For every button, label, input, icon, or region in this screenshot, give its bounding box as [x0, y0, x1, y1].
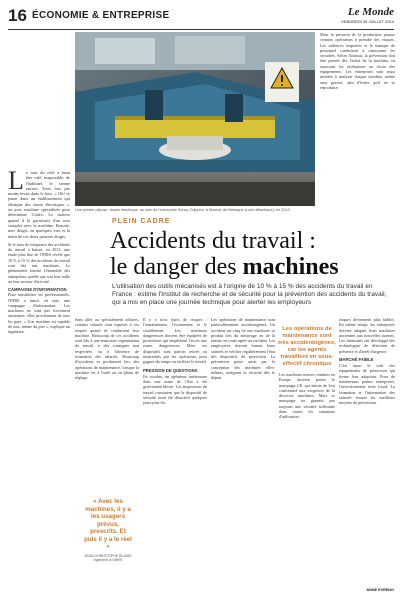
section-rubric: ÉCONOMIE & ENTREPRISE: [32, 10, 170, 21]
subhead-pression: PRESSION DE QUESTIONS: [143, 367, 198, 373]
headline-line-2: le danger des: [110, 254, 243, 280]
page-header: [8, 6, 394, 30]
pull-quote-1-text: « Avec les machines, il y a les usagers prévus, prescrits. Et puis il y a le réel »: [84, 498, 132, 550]
pull-quote-1: [84, 498, 132, 562]
standfirst: L'utilisation des outils mécanisés est à l'origine de 10 % à 15 % des accidents du travail en France : estime l'Institut de recherche et de sécurité pour la prévention des accidents du travail, qui a mis en place une journée technique pour alerter les employeurs: [112, 283, 387, 307]
column-1-text-2: Pour sensibiliser les professionnels, l'INRS a lancé, en mai, une campagne d'information. Les machines ne sont pas forcément anciennes, elles proviennent de tous les pays. « Une machine est capable de tout, même du pire », explique un ingénieur.: [8, 292, 70, 335]
pull-quote-2: Les opérations de maintenance sont très accidentogènes, car les agents travaillent en sous-effectif chronique: [278, 326, 336, 367]
subhead-campagne: CAMPAGNE D'INFORMATION: [8, 287, 67, 293]
author-signature: ANNE EVEENO: [366, 588, 394, 592]
column-3-text: Il y a trois types de risques : l'entraînement, l'écrasement et le cisaillement. Les machines dangereuses doivent être équipées de protecteurs qui empêchent l'accès aux zones dangereuses. Mais ces dispositifs sont parfois retirés ou neutralisés par les opérateurs pour gagner du temps ou faciliter le travail.: [143, 317, 207, 365]
column-6: [339, 317, 395, 408]
drop-cap: L: [8, 170, 24, 195]
column-1: [8, 170, 70, 338]
article-photo: [75, 32, 315, 206]
column-1-text: Si le taux de fréquence des accidents du travail a baissé, en 2013, une étude plus fine de l'INRS révèle que 10 % à 15 % des accidents de travail sont liés aux machines. Le phénomène touche l'ensemble des entreprises, quelle que soit leur taille ou leur secteur d'activité.: [8, 241, 70, 284]
column-4: [211, 317, 275, 384]
photo-caption: Une presse plieuse, dopée électrique, au sein de l'entreprise Schey-Tolippiot, à Montoir-de-Bretagne (Loire-Atlantique), en 2013.: [75, 208, 291, 212]
headline-line-1: Accidents du travail :: [110, 228, 316, 254]
headline-bold-word: machines: [242, 254, 339, 280]
column-4-text: Les opérations de maintenance sont particulièrement accidentogènes. Un accident sur cinq lié aux machines se produit lors du nettoyage ou de la remise en route après un incident. Les employeurs doivent former leurs salariés et vérifier régulièrement l'état des dispositifs de protection. La prévention passe aussi par la conception des machines elles-mêmes, intégrant la sécurité dès le départ.: [211, 317, 275, 381]
column-5: [279, 372, 335, 423]
column-3-text-2: En octobre, un opérateur intérimaire dans une usine de l'Ain a été grièvement blessé. Les inspecteurs du travail constatent que le dispositif de sécurité avait été désactivé quelques jours plus tôt.: [143, 373, 207, 406]
subhead-marche: MARCHÉ FAIBLE: [339, 357, 374, 363]
column-5-text: Les machines neuves vendues en Europe doivent porter le marquage CE, qui atteste de leur conformité aux exigences de la directive machines. Mais ce marquage ne garantit pas toujours une sécurité suffisante dans toutes les situations d'utilisation.: [279, 372, 335, 420]
column-2: [75, 317, 139, 384]
pull-quote-1-author: JEAN-CHRISTOPHE BLAISE ingénieur à l'INRS: [84, 553, 132, 562]
headline: [110, 228, 390, 280]
intro-text: e tour du côté a beau être calé, impossible, de l'habituel, le sienne encore. Trois fois par moins levait dans le bois. « Oh! ce jeune dans un établissement qui fabrique des stores électriques », on avec machine spécialisée pour déterminer l'ordre. Le moteur quand il la garnissait d'un tour complet avec la machine. Ensuite, mes doigts, en quelques vies et la main de ces deux pauvres doigts.: [8, 170, 70, 239]
column-6-text: risques deviennent plus faibles. En même temps, les entreprises doivent adapter leurs machines anciennes aux nouvelles normes. Les fabricants ont développé des technologies de détection de présence et d'arrêt d'urgence.: [339, 317, 395, 354]
masthead: [341, 6, 394, 24]
right-column: Mais la pression de la production pousse certains opérateurs à prendre des risques. Les cadences imposées et le manque de personnel conduisent à contourner les sécurités. Selon l'institut, la prévention doit être pensée dès l'achat de la machine, en associant les utilisateurs au choix des équipements. Les entreprises sont aussi invitées à analyser chaque incident, même sans gravité, afin d'éviter qu'il ne se reproduise.: [320, 32, 395, 90]
issue-date: VENDREDI 25 JUILLET 2014: [341, 19, 394, 24]
page-number: 16: [8, 6, 27, 25]
newspaper-logo: Le Monde: [347, 6, 394, 18]
column-2-text: Sans aller au spécialement affaires, certains salariés sont exposés à ces risques quand ils conduisent leur machine. Beaucoup de ces accidents sont liés à une mauvaise organisation du travail, à des consignes non respectées ou à l'absence de formation des salariés. Beaucoup d'accidents se produisent lors des opérations de maintenance, lorsque la machine est à l'arrêt ou en phase de réglage.: [75, 317, 139, 381]
column-6-text-2: C'est aussi le coût des équipements de protection qui freine leur adoption. Pour de nombreuses petites entreprises, l'investissement reste lourd. La formation et l'information des salariés restent les meilleurs moyens de prévention.: [339, 363, 395, 406]
column-3: [143, 317, 207, 408]
kicker: PLEIN CADRE: [112, 218, 171, 225]
